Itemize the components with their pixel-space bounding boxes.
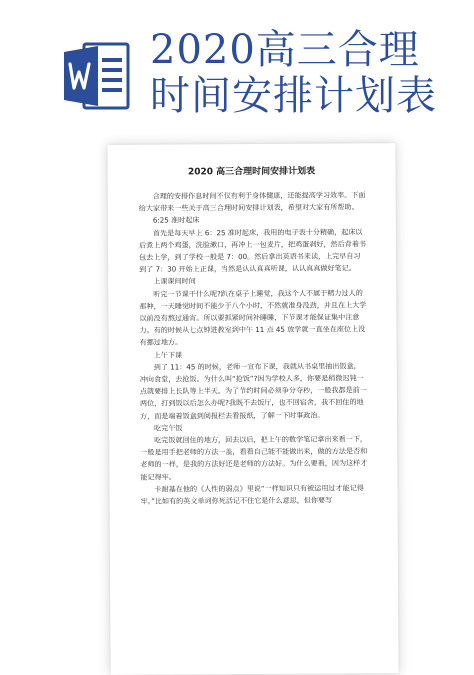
document-page <box>107 143 398 675</box>
header-banner <box>0 0 474 140</box>
page-title-line-1: 2020高三合理 <box>150 27 420 73</box>
paragraph-break: 听完一节课干什么呢?趴在桌子上睡觉，我这个人不属于精力过人的那种，一天睡觉时间不能少于八个小时，不然就准身没劲，并且在上大学以前没有熬过通宵。所以要抓紧时间补睡睡，下节课才能保证集中注意力。有的时候从七点钟进教室到中午 11 点 45 放学就一直坐在座位上没有挪过地方。 <box>139 287 367 348</box>
document-body <box>139 189 369 508</box>
paragraph-intro: 合理的安排作息时间不仅有利于身体健康，还能提高学习效率。下面给大家带来一些关于高三合理时间安排计划表，希望对大家有所帮助。 <box>138 190 366 213</box>
paragraph-noon: 到了 11：45 的时候，老师一宣布下课，我就从书桌里抽出饭盒，冲向食堂，去抢饭。为什么叫“抢饭”?因为学校人多，你要是稍微迟钝一点就要排上长队等上半天。为了节约时间必须争分夺秒，一般我都是前一两位，打到饭以后怎么办呢?我既不去饭厅，也不回宿舍，我不回住的地方，而是端着饭盒到阅报栏去看报纸，了解一下时事政治。 <box>139 361 367 421</box>
section-heading-after-lunch: 吃完午饭 <box>154 423 183 433</box>
section-heading-wakeup: 6:25 准时起床 <box>152 215 200 226</box>
section-heading-break: 上课课间时间 <box>153 276 196 287</box>
document-title: 2020 高三合理时间安排计划表 <box>187 166 316 178</box>
section-heading-noon: 上午下课 <box>153 350 183 360</box>
paragraph-carnegie: 卡耐基在他的《人性的弱点》里说“一样知识只有被运用过才能记得牢。”比如有的英文单词你死活记不住它是什么意思，但你要写 <box>140 483 364 506</box>
paragraph-wakeup: 首先是每天早上 6：25 准时起床，我用的电子表十分精确，起床以后煮上两个鸡蛋，洗脸漱口，再冲上一包麦片，把鸡蛋剥好，然后背着书包去上学，到了学校一般是 7：00。然后拿出英语书来读，上完早自习到了 7：30 开始上正课，当然是认认真真听课，认认真真做好笔记。 <box>138 226 367 274</box>
page-title-line-2: 时间安排计划表 <box>150 73 437 119</box>
word-icon <box>62 38 132 114</box>
paragraph-after-lunch: 吃完饭就回住的地方，回去以后，把上午的数学笔记拿出来看一下，一般是用手把老师的方法一盖，看看自己能不能做出来，做的方法是否和老师的一样，是我的方法好还是老师的方法好。为什么要看，因为这样才能记得牢。 <box>140 434 368 482</box>
